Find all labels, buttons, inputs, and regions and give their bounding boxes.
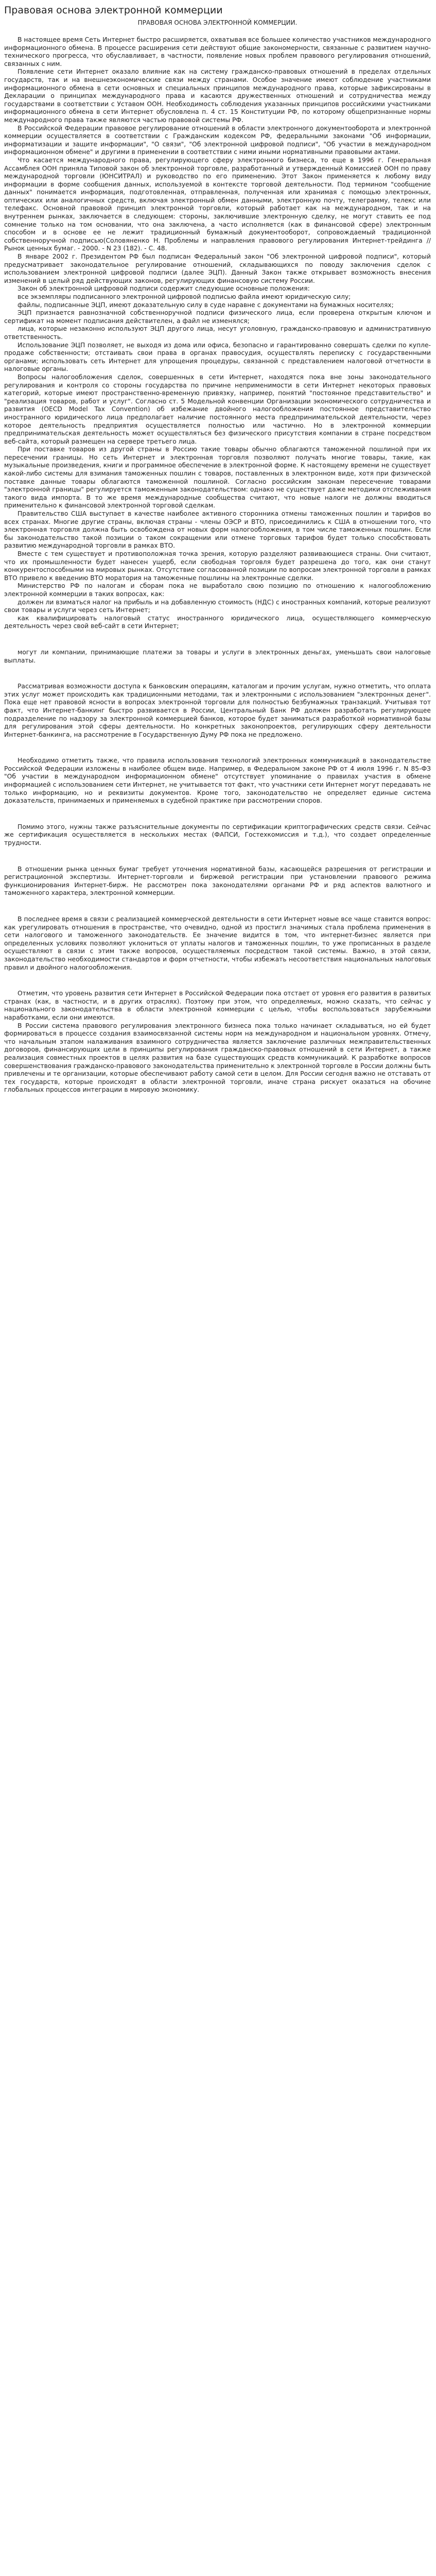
paragraph: Правительство США выступает в качестве наиболее активного сторонника отмены таможенных пошлин и тарифов во всех странах. Многие другие страны, включая страны - члены ОЭСР и ВТО, присоединились к США в отношении того, что электронная торговля должна быть освобождена от новых форм налогообложения, в том числе таможенных пошлин. Если бы законодательство такой позиции о таком сокращении или отмене торговых тарифов будет только способствовать развитию международной торговли в рамках ВТО. bbox=[4, 510, 431, 550]
paragraph: В России система правового регулирования электронного бизнеса пока только начинает складываться, но ей будет формироваться в процессе создания взаимосвязанной системы норм на международном и национальном уровнях. Отмечу, что начальным этапом налаживания взаимного сотрудничества является заключение различных межправительственных договоров, финансирующих цели в принципы регулирования гражданско-правовых отношений в сети Интернет, а также реализация совместных проектов в целях развития на базе существующих средств коммуникаций. К разработке вопросов совершенствования гражданско-правового законодательства применительно к электронной торговле в России должны быть привлечены и те организации, которые обеспечивают работу самой сети в целом. Для России сегодня важно не отставать от тех государств, которые происходят в области электронной торговли, иначе страна рискует оказаться на обочине глобальных процессов интеграции в мировую экономику. bbox=[4, 1022, 431, 1094]
paragraph: Закон об электронной цифровой подписи содержит следующие основные положения: bbox=[18, 285, 310, 293]
paragraph: При поставке товаров из другой страны в Россию такие товары обычно облагаются таможенной пошлиной при их пересечении границы. Но сеть Интернет и электронная торговля позволяют получать многие товары, такие, как музыкальные произведения, книги и программное обеспечение в электронной форме. К настоящему времени не существует какой-либо системы для взимания таможенных пошлин с товаров, поставленных в электронном виде, хотя при физической поставке данные товары облагаются таможенной пошлиной. Согласно российским законам пересечение товарами "электронной границы" регулируется таможенным законодательством: однако не существует даже методики отслеживания такого вида импорта. В то же время международные сообщества считают, что новые налоги не должны вводиться применительно к финансовой электронной торговой сделкам. bbox=[4, 446, 431, 510]
paragraph: Использование ЭЦП позволяет, не выходя из дома или офиса, безопасно и гарантированно совершать сделки по купле-продаже собственности; отстаивать свои права в органах правосудия, осуществлять переписку с государственными органами; использовать сеть Интернет для упрощения процедуры, связанной с представлением налоговой отчетности в налоговые органы. bbox=[4, 341, 431, 373]
paragraph: Вопросы налогообложения сделок, совершенных в сети Интернет, находятся пока вне зоны законодательного регулирования и контроля со стороны государства по причине неприменимости в сети Интернет некоторых правовых категорий, которые имеют пространственно-временную привязку, например, понятий "постоянное представительство" и "реализация товаров, работ и услуг". Согласно ст. 5 Модельной конвенции Организации экономического сотрудничества и развития (OECD Model Tax Convention) об избежание двойного налогообложения постоянное представительство иностранного юридического лица предполагает наличие постоянного места предпринимательской деятельности, через которое деятельность предприятия осуществляется полностью или частично. Но в электронной коммерции предпринимательская деятельность может осуществляться без физического присутствия компании в стране посредством веб-сайта, который размещен на сервере третьего лица. bbox=[4, 373, 431, 445]
paragraph: все экземпляры подписанного электронной цифровой подписью файла имеют юридическую силу; bbox=[18, 293, 351, 300]
paragraph: В настоящее время Сеть Интернет быстро расширяется, охватывая все большее количество участников международного информационного обмена. В процессе расширения сети действуют общие закономерности, связанные с развитием научно-технического прогресса, что обуславливает, в частности, появление новых проблем правового регулирования отношений, связанных с ним. bbox=[4, 36, 431, 67]
paragraph: Что касается международного права, регулирующего сферу электронного бизнеса, то еще в 1996 г. Генеральная Ассамблея ООН приняла Типовой закон об электронной торговле, разработанный и утвержденный Комиссией ООН по праву международной торговли (ЮНСИТРАЛ) и руководство по его применению. Этот Закон применяется к любому виду информации в форме сообщения данных, используемой в контексте торговой деятельности. Под термином "сообщение данных" понимается информация, подготовленная, отправленная, полученная или хранимая с помощью электронных, оптических или аналогичных средств, включая электронный обмен данными, электронную почту, телеграмму, телекс или телефакс. Основной правовой принцип электронной торговли, который работает как на международном, так и на внутреннем рынках, заключается в следующем: стороны, заключившие электронную сделку, не могут ставить ее под сомнение только на том основании, что она заключена, а часто исполняется (как в финансовой сфере) электронным способом и в основе ее не лежит традиционный бумажный документооборот, сопровождаемый традиционной собственноручной подписью(Соловяненко Н. Проблемы и направления правового регулирования Интернет-трейдинга //Рынок ценных бумаг. - 2000. - N 23 (182). - С. 48. bbox=[4, 156, 431, 252]
paragraph: как квалифицировать налоговый статус иностранного юридического лица, осуществляющего коммерческую деятельность через свой веб-сайт в сети Интернет; bbox=[4, 614, 431, 630]
paragraph: могут ли компании, принимающие платежи за товары и услуги в электронных деньгах, уменьшать свои налоговые выплаты. bbox=[4, 648, 431, 664]
paragraph: В Российской Федерации правовое регулирование отношений в области электронного документооборота и электронной коммерции осуществляется в соответствии с Гражданским кодексом РФ, федеральными законами "Об информации, информатизации и защите информации", "О связи", "Об электронной цифровой подписи", "Об участии в международном информационном обмене" и другими в применении в соответствии с ними иными нормативными правовыми актами. bbox=[4, 124, 431, 156]
article-subtitle: ПРАВОВАЯ ОСНОВА ЭЛЕКТРОННОЙ КОММЕРЦИИ. bbox=[137, 19, 298, 26]
paragraph: Министерство РФ по налогам и сборам пока не выработало свою позицию по отношению к налогообложению электронной коммерции в таких вопросах, как: bbox=[4, 582, 431, 598]
paragraph: В последнее время в связи с реализацией коммерческой деятельности в сети Интернет новые все чаще ставится вопрос: как урегулировать отношения в пространстве, что очевидно, одной из простигл значимых стала проблема применения в сети налогового и таможенного законодательств. Ее значение видится в том, что интернет-бизнес является при определенных условиях позволяют уклониться от уплаты налогов и таможенных пошлин, то уже прописанных в разделе осуществляют в связи с этим также вопросов, осуществляемых посредством такой системы. Важно, в этой связи, законодательство необходимости стандартов и форм отчетности, чтобы избежать несоответствия национальных налоговых правил и двойного налогообложения. bbox=[4, 916, 431, 971]
article-body bbox=[4, 36, 431, 1094]
paragraph: лица, которые незаконно используют ЭЦП другого лица, несут уголовную, гражданско-правовую и административную ответственность. bbox=[4, 325, 431, 341]
paragraph: файлы, подписанные ЭЦП, имеют доказательную силу в суде наравне с документами на бумажных носителях; bbox=[18, 301, 394, 309]
paragraph: Появление сети Интернет оказало влияние как на систему гражданско-правовых отношений в пределах отдельных государств, так и на внешнеэкономические связи между странами. Особое значение имеют соблюдение участниками информационного обмена в сети основных и специальных принципов международного права, которые зафиксированы в Декларации о принципах международного права и касаются дружественных отношений и сотрудничества между государствами в соответствии с Уставом ООН. Необходимость соблюдения указанных принципов российскими участниками информационного обмена в сети Интернет обусловлена п. 4 ст. 15 Конституции РФ, по которому общепризнанные нормы международного права также являются частью правовой системы РФ. bbox=[4, 68, 431, 124]
paragraph: должен ли взиматься налог на прибыль и на добавленную стоимость (НДС) с иностранных компаний, которые реализуют свои товары и услуги через сеть Интернет; bbox=[4, 598, 431, 614]
paragraph: Рассматривая возможности доступа к банковским операциям, каталогам и прочим услугам, нужно отметить, что оплата этих услуг может происходить как традиционными методами, так и электронными с использованием "электронных денег". Пока еще нет правовой ясности в вопросах электронной торговли для полностью безбумажных транзакций. Учитывая тот факт, что Интернет-банкинг быстро развивается в России, Центральный Банк РФ должен разработать регулирующее подразделение по надзору за электронной коммерцией банков, которое будет заниматься разработкой нормативной базы для регулирования этой сферы деятельности. Но конкретных законопроектов, регулирующих сферу деятельности Интернет-банкинга, на рассмотрение в Государственную Думу РФ пока не предложено. bbox=[4, 683, 431, 738]
paragraph: Вместе с тем существует и противоположная точка зрения, которую разделяют развивающиеся страны. Они считают, что их промышленности будет нанесен ущерб, если свободная торговля будет разрешена до того, как они станут конкурентоспособными на мировых рынках. Отсутствие согласованной позиции по вопросам электронной торговли в рамках ВТО привело к введению ВТО моратория на таможенные пошлины на электронные сделки. bbox=[4, 550, 431, 582]
paragraph: ЭЦП признается равнозначной собственноручной подписи физического лица, если проверена открытым ключом и сертификат на момент подписания действителен, а файл не изменялся; bbox=[4, 309, 431, 325]
paragraph: Отметим, что уровень развития сети Интернет в Российской Федерации пока отстает от уровня его развития в развитых странах (как, в частности, и в других отраслях). Поэтому при этом, что определяемых, можно сказать, что сейчас у национального законодательства в области электронной коммерции с целью, чтобы воспользоваться зарубежными наработками, если они имеются. bbox=[4, 990, 431, 1021]
paragraph: Необходимо отметить также, что правила использования технологий электронных коммуникаций в законодательстве Российской Федерации изложены в наиболее общем виде. Например, в Федеральном законе РФ от 4 июля 1996 г. N 85-ФЗ "Об участии в международном информационном обмене" отсутствует упоминание о правилах участия в обмене информацией с использованием сети Интернет, не учитывается тот факт, что участники сети Интернет могут передавать не только информацию, но и реквизиты документов. Кроме того, законодательство не определяет единые система доказательств, принимаемых и применяемых в судебной практике при рассмотрении споров. bbox=[4, 757, 431, 805]
paragraph: В отношении рынка ценных бумаг требует уточнения нормативной базы, касающейся разрешения от регистрации и регистрационной экспертизы. Интернет-торговли и биржевой регистрации при установлении правового режима функционирования Интернет-бирж. Не рассмотрен пока законодателями органами РФ и ряд аспектов валютного и таможенного характера, электронной коммерции. bbox=[4, 865, 431, 897]
page-title: Правовая основа электронной коммерции bbox=[4, 5, 223, 16]
paragraph: В январе 2002 г. Президентом РФ был подписан Федеральный закон "Об электронной цифровой подписи", который предусматривает законодательное регулирование отношений, складывающихся по поводу заключения сделок с использованием электронной цифровой подписи (далее ЭЦП). Данный Закон также открывает возможность внесения изменений в целый ряд действующих законов, регулирующих финансовую систему России. bbox=[4, 253, 431, 284]
paragraph: Помимо этого, нужны также разъяснительные документы по сертификации криптографических средств связи. Сейчас же сертификация осуществляется в нескольких местах (ФАПСИ, Гостехкомиссия и т.д.), что создает определенные трудности. bbox=[4, 823, 431, 847]
